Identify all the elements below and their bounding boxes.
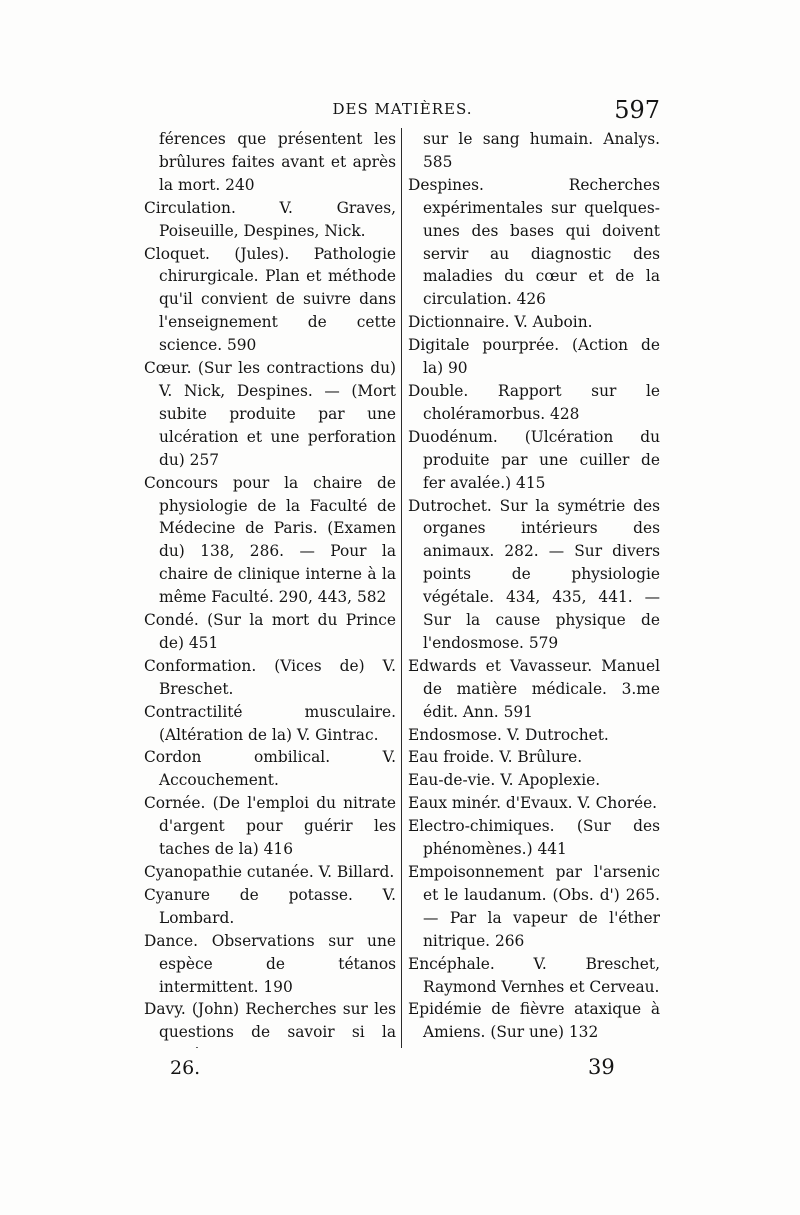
right-column: [408, 128, 660, 1048]
index-entry: Edwards et Vavasseur. Manuel de matière médicale. 3.me édit. Ann. 591: [408, 656, 660, 721]
index-entry: Double. Rapport sur le choléramorbus. 428: [408, 381, 660, 423]
index-entry: Encéphale. V. Breschet, Raymond Vernhes et Cerveau.: [408, 954, 660, 996]
index-entry: Conformation. (Vices de) V. Breschet.: [144, 656, 396, 698]
page-header: [145, 96, 660, 126]
index-entry: Electro-chimiques. (Sur des phénomènes.) 441: [408, 817, 660, 859]
column-divider: [401, 128, 402, 1048]
index-entry: Digitale pourprée. (Action de la) 90: [408, 336, 660, 378]
index-entry: [408, 1044, 660, 1048]
index-entry: Cyanure de potasse. V. Lombard.: [144, 885, 396, 927]
page-number: 597: [614, 96, 660, 124]
left-column: [144, 128, 396, 1048]
index-entry: Contractilité musculaire. (Altération de la) V. Gintrac.: [144, 702, 396, 744]
running-title: DES MATIÈRES.: [332, 100, 473, 118]
index-entry: Davy. (John) Recherches sur les questions de savoir si la: [144, 1000, 396, 1042]
index-entry: Dictionnaire. V. Auboin.: [408, 313, 593, 332]
index-entry: Dance. Observations sur une espèce de tétanos intermittent. 190: [144, 931, 396, 996]
index-entry: Dutrochet. Sur la symétrie des organes intérieurs des animaux. 282. — Sur divers points de physiologie végétale. 434, 435, 441. — Sur la cause physique de l'endosmose. 579: [408, 496, 660, 652]
index-entry: Epidémie de fièvre ataxique à Amiens. (Sur une) 132: [408, 1000, 660, 1042]
index-entry: Circulation. V. Graves, Poiseuille, Despines, Nick.: [144, 198, 396, 240]
index-entry: Cyanopathie cutanée. V. Billard.: [144, 863, 395, 881]
signature-mark: 26.: [170, 1057, 201, 1079]
index-entry: sur le sang humain. Analys. 585: [423, 130, 660, 171]
index-entry: Cloquet. (Jules). Pathologie chirurgicale. Plan et méthode qu'il convient de suivre dans l'enseignement de cette science. 590: [144, 244, 396, 355]
index-entry: Endosmose. V. Dutrochet.: [408, 725, 609, 744]
index-entry: Empoisonnement par l'arsenic et le laudanum. (Obs. d') 265. — Par la vapeur de l'éther nitrique. 266: [408, 863, 660, 950]
index-entry: Cordon ombilical. V. Accouchement.: [144, 748, 396, 790]
index-entry: Duodénum. (Ulcération du produite par une cuiller de fer avalée.) 415: [408, 427, 660, 492]
index-entry: Despines. Recherches expérimentales sur quelques-unes des bases qui doivent servir au diagnostic des maladies du cœur et de la circulation. 426: [408, 175, 660, 309]
index-entry: Cœur. (Sur les contractions du) V. Nick, Despines. — (Mort subite produite par une ulcération et une perforation du) 257: [144, 359, 396, 469]
index-entry: Concours pour la chaire de physiologie de la Faculté de Médecine de Paris. (Examen du) 138, 286. — Pour la chaire de clinique interne à la même Faculté. 290, 443, 582: [144, 473, 396, 607]
gathering-number: 39: [588, 1055, 615, 1079]
index-entry: Eaux minér. d'Evaux. V. Chorée.: [408, 794, 658, 813]
index-entry: Condé. (Sur la mort du Prince de) 451: [144, 611, 396, 652]
index-entry: Eau froide. V. Brûlure.: [408, 748, 583, 767]
index-entry: férences que présentent les brûlures faites avant et après la mort. 240: [159, 130, 396, 194]
index-entry: Cornée. (De l'emploi du nitrate d'argent pour guérir les taches de la) 416: [144, 794, 396, 859]
index-entry: Eau-de-vie. V. Apoplexie.: [408, 771, 601, 790]
